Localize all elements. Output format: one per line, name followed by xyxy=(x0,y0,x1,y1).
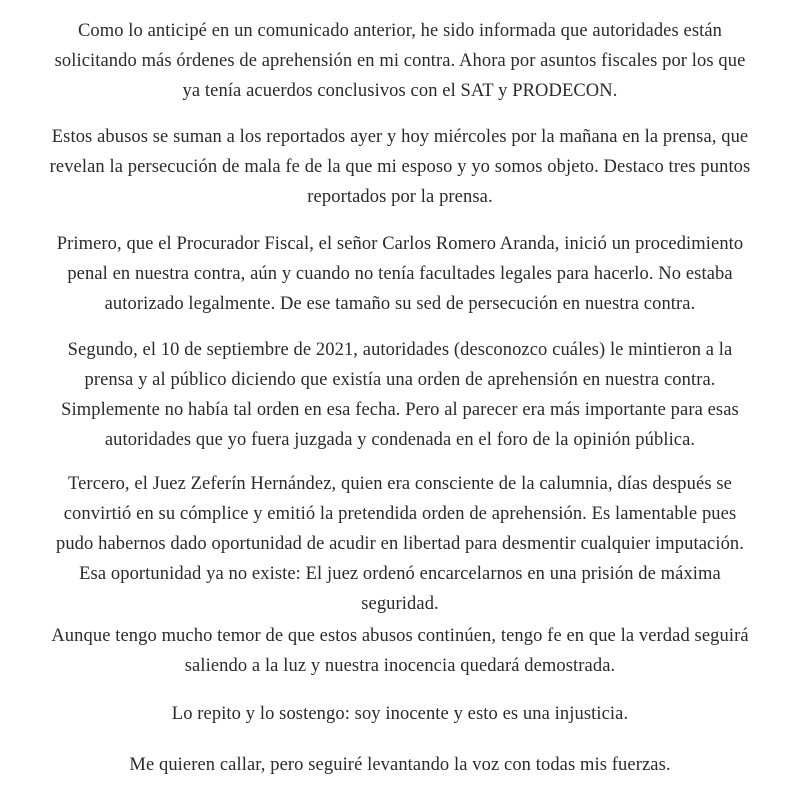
paragraph-line: prensa y al público diciendo que existía una orden de aprehensión en nuestra contra. xyxy=(84,370,716,390)
paragraph-line: saliendo a la luz y nuestra inocencia quedará demostrada. xyxy=(184,656,616,676)
paragraph-line: penal en nuestra contra, aún y cuando no tenía facultades legales para hacerlo. No estaba xyxy=(67,264,733,284)
paragraph-line: Esa oportunidad ya no existe: El juez ordenó encarcelarnos en una prisión de máxima xyxy=(79,564,721,584)
paragraph-line: Tercero, el Juez Zeferín Hernández, quien era consciente de la calumnia, días después se xyxy=(68,474,732,494)
paragraph-closing xyxy=(20,750,780,780)
paragraph-line: Simplemente no había tal orden en esa fecha. Pero al parecer era más importante para esas xyxy=(61,400,739,420)
paragraph-second-point xyxy=(20,335,780,455)
paragraph-line: Me quieren callar, pero seguiré levantando la voz con todas mis fuerzas. xyxy=(129,755,671,775)
paragraph-hope xyxy=(20,621,780,681)
paragraph-third-point xyxy=(20,469,780,619)
paragraph-intro xyxy=(20,16,780,106)
paragraph-line: Aunque tengo mucho temor de que estos abusos continúen, tengo fe en que la verdad seguirá xyxy=(51,626,749,646)
paragraph-line: autoridades que yo fuera juzgada y condenada en el foro de la opinión pública. xyxy=(104,430,696,450)
paragraph-line: Estos abusos se suman a los reportados ayer y hoy miércoles por la mañana en la prensa, que xyxy=(51,127,749,147)
paragraph-line: Lo repito y lo sostengo: soy inocente y esto es una injusticia. xyxy=(171,704,629,724)
paragraph-line: autorizado legalmente. De ese tamaño su sed de persecución en nuestra contra. xyxy=(104,294,696,314)
paragraph-line: Como lo anticipé en un comunicado anterior, he sido informada que autoridades están xyxy=(77,21,723,41)
paragraph-line: pudo habernos dado oportunidad de acudir en libertad para desmentir cualquier imputación. xyxy=(55,534,745,554)
paragraph-line: ya tenía acuerdos conclusivos con el SAT y PRODECON. xyxy=(182,81,618,101)
paragraph-innocence xyxy=(20,699,780,729)
paragraph-line: Segundo, el 10 de septiembre de 2021, autoridades (desconozco cuáles) le mintieron a la xyxy=(67,340,733,360)
paragraph-line: solicitando más órdenes de aprehensión en mi contra. Ahora por asuntos fiscales por los que xyxy=(54,51,746,71)
paragraph-line: reportados por la prensa. xyxy=(307,187,493,207)
paragraph-line: convirtió en su cómplice y emitió la pretendida orden de aprehensión. Es lamentable pues xyxy=(63,504,737,524)
paragraph-line: seguridad. xyxy=(361,594,439,614)
paragraph-abuses xyxy=(20,122,780,212)
paragraph-line: revelan la persecución de mala fe de la que mi esposo y yo somos objeto. Destaco tres puntos xyxy=(49,157,751,177)
paragraph-first-point xyxy=(20,229,780,319)
paragraph-line: Primero, que el Procurador Fiscal, el señor Carlos Romero Aranda, inició un procedimiento xyxy=(56,234,744,254)
